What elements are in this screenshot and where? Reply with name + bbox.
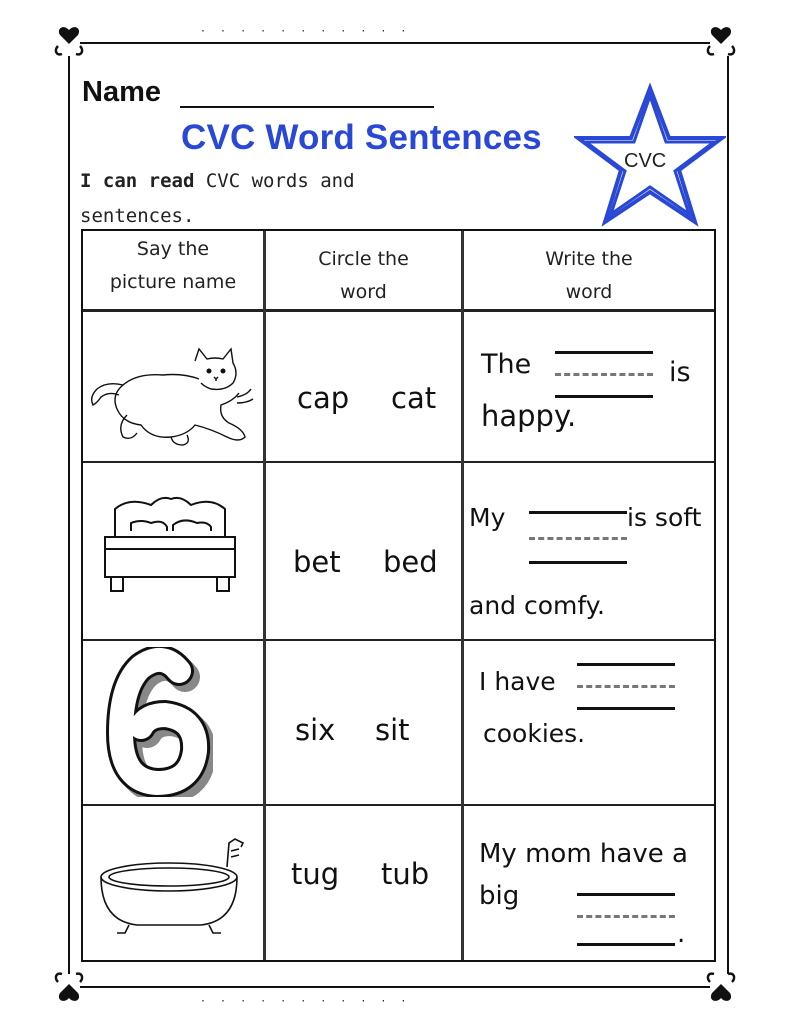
sentence-start: The [481,349,532,380]
column-header-circle: Circle the word [318,248,409,303]
frame-dots-bottom: · · · · · · · · · · · [200,996,411,1007]
answer-write-line[interactable] [577,707,675,710]
sentence-start: My mom have a [479,839,688,869]
sentence-after: is soft [627,503,702,532]
choice-word[interactable]: tub [381,857,430,891]
cat-picture-icon [87,345,261,451]
writing-top-line [555,351,653,354]
row-divider [83,804,714,806]
six-picture-icon [103,647,213,797]
objective-text [80,164,440,234]
choice-word[interactable]: cat [391,381,437,415]
name-label: Name [82,76,161,108]
corner-ornament-top-left-icon [52,24,86,58]
answer-write-line[interactable] [577,943,675,946]
tub-picture-icon [97,835,257,939]
choice-word[interactable]: tug [291,857,340,891]
frame-dots-top: · · · · · · · · · · · [200,26,411,37]
choice-word[interactable]: bed [383,545,438,579]
answer-write-line[interactable] [529,561,627,564]
sentence-end: big [479,881,520,911]
objective-rest: CVC words and sentences. [80,170,355,227]
row-divider [83,639,714,641]
worksheet-table [81,229,716,962]
bed-picture-icon [101,495,239,601]
frame-top-line [80,42,710,44]
sentence-end: and comfy. [469,591,605,620]
name-write-line[interactable] [180,106,434,108]
sentence-after: is [669,357,691,388]
writing-dashed-line [555,373,653,376]
writing-dashed-line [529,537,627,540]
frame-right-line [727,56,729,974]
choice-word[interactable]: bet [293,545,341,579]
writing-top-line [577,663,675,666]
choice-word[interactable]: sit [375,713,410,747]
frame-bottom-line [80,986,710,988]
column-header-write: Write the word [545,248,633,303]
writing-dashed-line [577,685,675,688]
sentence-end: cookies. [483,719,586,748]
writing-top-line [529,511,627,514]
choice-word[interactable]: cap [297,381,350,415]
star-badge-label: CVC [624,150,667,172]
writing-top-line [577,893,675,896]
sentence-final-period: . [677,919,686,949]
answer-write-line[interactable] [555,395,653,398]
objective-bold: I can read [80,170,195,192]
row-divider [83,309,714,312]
corner-ornament-bottom-left-icon [52,970,86,1004]
corner-ornament-bottom-right-icon [704,970,738,1004]
choice-word[interactable]: six [295,713,336,747]
frame-left-line [68,56,70,974]
sentence-start: I have [479,667,556,696]
column-divider [461,231,464,960]
sentence-start: My [469,503,506,532]
row-divider [83,461,714,463]
column-divider [263,231,266,960]
sentence-end: happy. [481,399,577,433]
column-header-picture: Say the picture name [109,238,237,293]
corner-ornament-top-right-icon [704,24,738,58]
worksheet-title: CVC Word Sentences [181,118,542,157]
writing-dashed-line [577,915,675,918]
